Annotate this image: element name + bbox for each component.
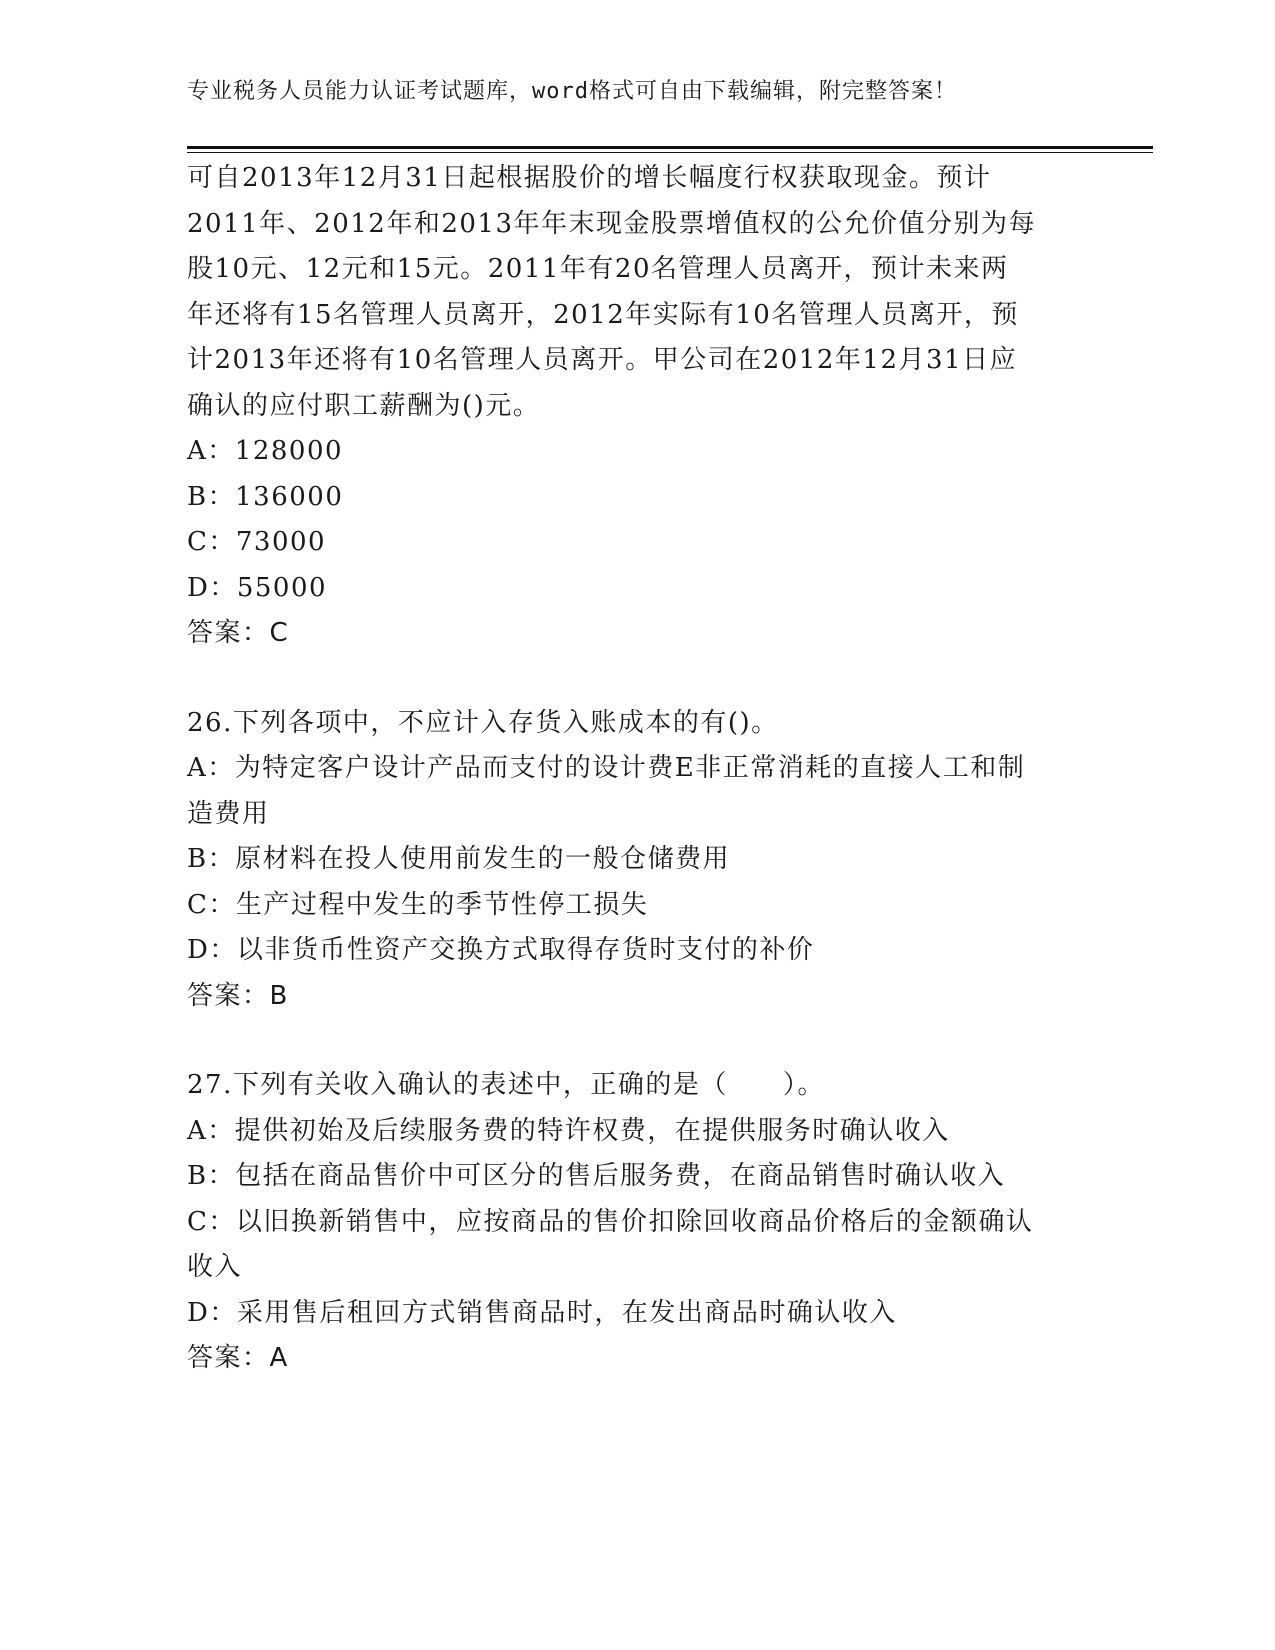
answer-line: 答案：B xyxy=(187,980,289,1011)
option-b: B：原材料在投人使用前发生的一般仓储费用 xyxy=(187,844,731,874)
document-body xyxy=(187,156,1087,1382)
page-header: 专业税务人员能力认证考试题库，word格式可自由下载编辑，附完整答案！ xyxy=(187,79,957,104)
option-d: D：以非货币性资产交换方式取得存货时支付的补价 xyxy=(187,935,815,965)
question-stem-line: 股10元、12元和15元。2011年有20名管理人员离开，预计未来两 xyxy=(187,254,1009,284)
option-c: C：73000 xyxy=(187,527,327,557)
option-d: D：采用售后租回方式销售商品时，在发出商品时确认收入 xyxy=(187,1297,897,1328)
option-b: B：136000 xyxy=(187,481,344,512)
option-b: B：包括在商品售价中可区分的售后服务费，在商品销售时确认收入 xyxy=(187,1161,1006,1191)
question-stem-line: 27.下列有关收入确认的表述中，正确的是（ ）。 xyxy=(187,1070,825,1100)
option-c: C：以旧换新销售中，应按商品的售价扣除回收商品价格后的金额确认 xyxy=(187,1206,1034,1237)
option-a: A：128000 xyxy=(187,436,344,466)
question-25 xyxy=(187,156,1087,657)
option-a-continued: 造费用 xyxy=(187,798,270,829)
option-c: C：生产过程中发生的季节性停工损失 xyxy=(187,889,649,920)
answer-line: 答案：C xyxy=(187,618,290,648)
question-stem-line: 确认的应付职工薪酬为()元。 xyxy=(187,390,541,421)
question-stem-line: 2011年、2012年和2013年年末现金股票增值权的公允价值分别为每 xyxy=(187,208,1037,239)
question-26 xyxy=(187,701,1087,1020)
option-c-continued: 收入 xyxy=(187,1252,243,1282)
question-27 xyxy=(187,1063,1087,1382)
question-stem-line: 年还将有15名管理人员离开，2012年实际有10名管理人员离开，预 xyxy=(187,299,1019,330)
option-a: A：提供初始及后续服务费的特许权费，在提供服务时确认收入 xyxy=(187,1115,950,1146)
question-stem-line: 可自2013年12月31日起根据股价的增长幅度行权获取现金。预计 xyxy=(187,163,992,193)
header-rule-thin xyxy=(187,152,1153,153)
question-stem-line: 26.下列各项中，不应计入存货入账成本的有()。 xyxy=(187,707,779,738)
header-rule-thick xyxy=(187,146,1153,149)
option-d: D：55000 xyxy=(187,572,328,603)
question-stem-line: 计2013年还将有10名管理人员离开。甲公司在2012年12月31日应 xyxy=(187,345,1018,375)
answer-line: 答案：A xyxy=(187,1343,289,1373)
option-a: A：为特定客户设计产品而支付的设计费E非正常消耗的直接人工和制 xyxy=(187,753,1026,783)
